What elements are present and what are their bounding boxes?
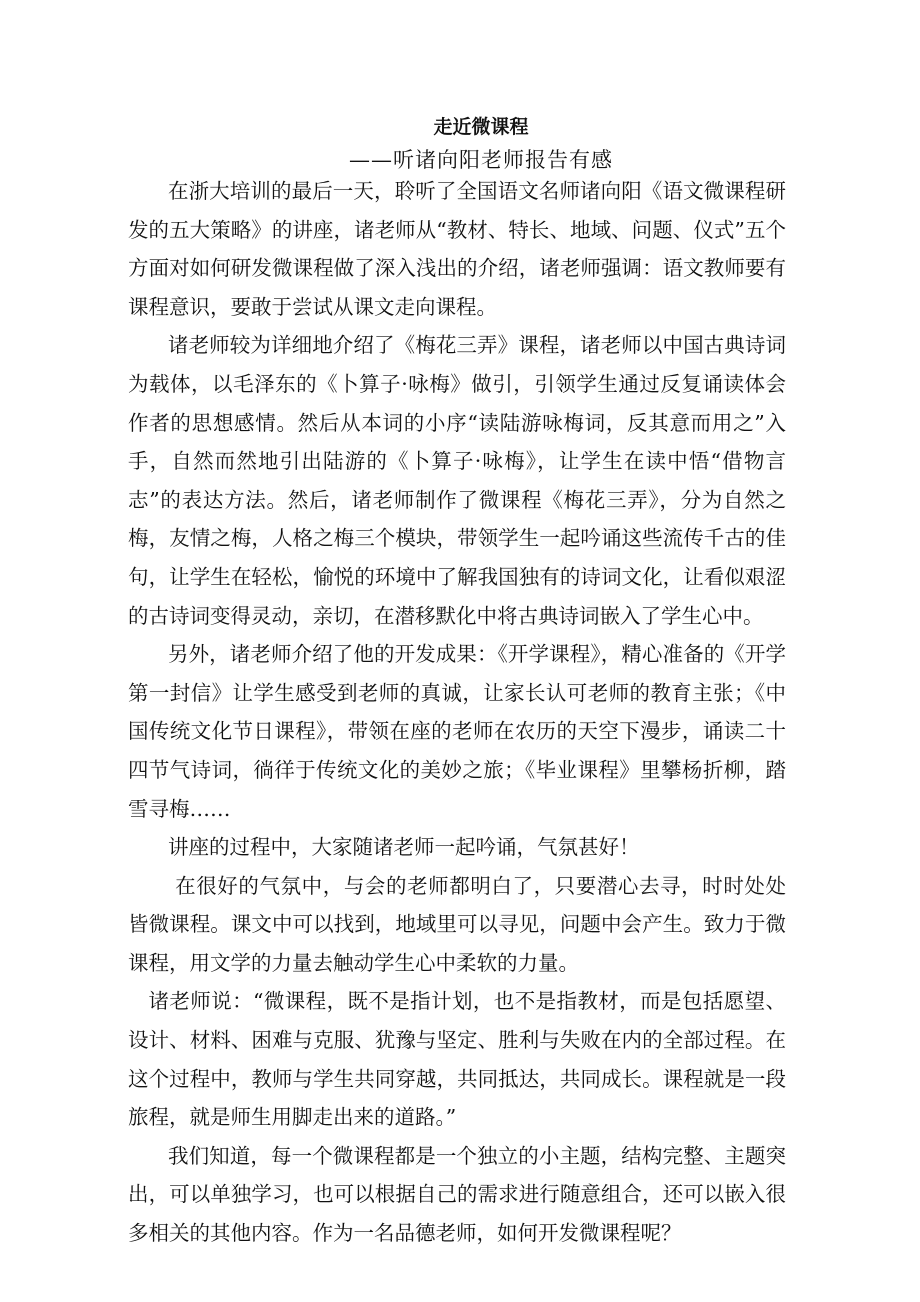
paragraph-meihua-course: 诸老师较为详细地介绍了《梅花三弄》课程，诸老师以中国古典诗词为载体，以毛泽东的《卜算子·咏梅》做引，引领学生通过反复诵读体会作者的思想感情。然后从本词的小序“读陆游咏梅词，反其意而用之”入手，自然而然地引出陆游的《卜算子·咏梅》，让学生在读中悟“借物言志”的表达方法。然后，诸老师制作了微课程《梅花三弄》，分为自然之梅，友情之梅，人格之梅三个模块，带领学生一起吟诵这些流传千古的佳句，让学生在轻松，愉悦的环境中了解我国独有的诗词文化，让看似艰涩的古诗词变得灵动，亲切，在潜移默化中将古典诗词嵌入了学生心中。 bbox=[128, 333, 786, 628]
document-body bbox=[128, 172, 786, 1253]
paragraph-development-results: 另外，诸老师介绍了他的开发成果：《开学课程》，精心准备的《开学第一封信》让学生感受到老师的真诚，让家长认可老师的教育主张；《中国传统文化节日课程》，带领在座的老师在农历的天空下漫步，诵读二十四节气诗词，徜徉于传统文化的美妙之旅；《毕业课程》里攀杨折柳，踏雪寻梅…… bbox=[128, 642, 786, 821]
paragraph-quote: 诸老师说：“微课程，既不是指计划，也不是指教材，而是包括愿望、设计、材料、困难与克服、犹豫与坚定、胜利与失败在内的全部过程。在这个过程中，教师与学生共同穿越，共同抵达，共同成长。课程就是一段旅程，就是师生用脚走出来的道路。” bbox=[128, 989, 786, 1130]
paragraph-question: 我们知道，每一个微课程都是一个独立的小主题，结构完整、主题突出，可以单独学习，也可以根据自己的需求进行随意组合，还可以嵌入很多相关的其他内容。作为一名品德老师，如何开发微课程呢？ bbox=[128, 1143, 786, 1246]
document-subtitle: ——听诸向阳老师报告有感 bbox=[349, 148, 613, 172]
paragraph-intro: 在浙大培训的最后一天，聆听了全国语文名师诸向阳《语文微课程研发的五大策略》的讲座，诸老师从“教材、特长、地域、问题、仪式”五个方面对如何研发微课程做了深入浅出的介绍，诸老师强调：语文教师要有课程意识，要敢于尝试从课文走向课程。 bbox=[128, 179, 786, 319]
document-title: 走近微课程 bbox=[433, 116, 529, 138]
paragraph-insight: 在很好的气氛中，与会的老师都明白了，只要潜心去寻，时时处处皆微课程。课文中可以找到，地域里可以寻见，问题中会产生。致力于微课程，用文学的力量去触动学生心中柔软的力量。 bbox=[128, 873, 786, 975]
paragraph-atmosphere: 讲座的过程中，大家随诸老师一起吟诵，气氛甚好！ bbox=[167, 835, 640, 860]
